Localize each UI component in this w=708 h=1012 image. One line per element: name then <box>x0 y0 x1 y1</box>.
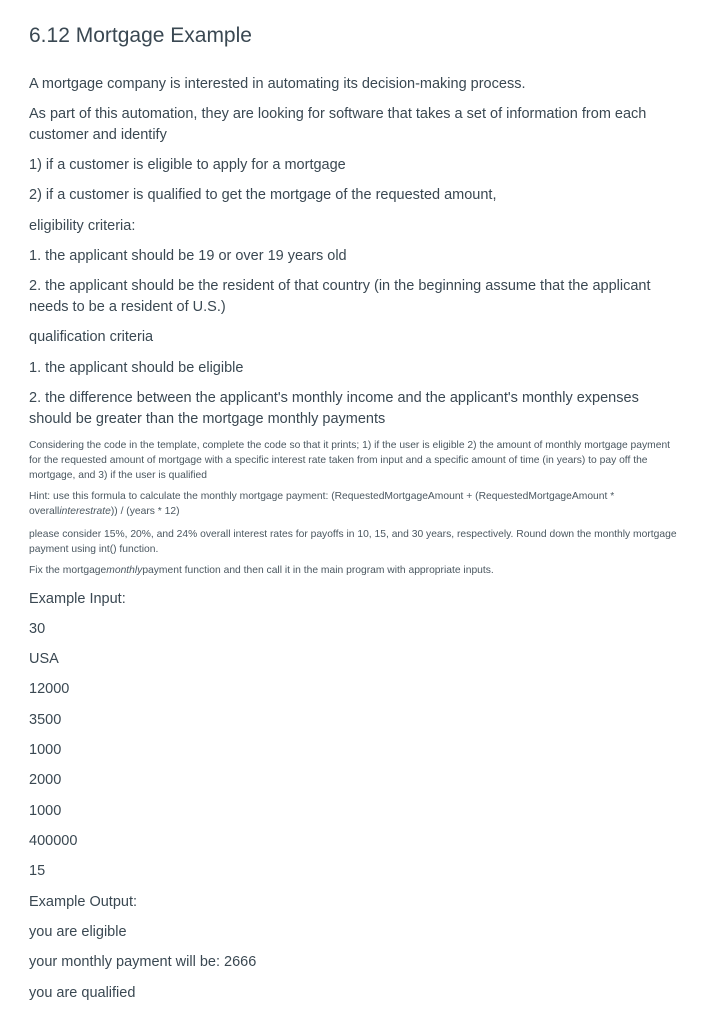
intro-paragraph: A mortgage company is interested in automating its decision-making process. <box>29 76 526 92</box>
example-input-value: 2000 <box>29 772 62 788</box>
fix-text-end: payment function and then call it in the main program with appropriate inputs. <box>142 565 494 576</box>
example-output-label: Example Output: <box>29 894 137 910</box>
example-input-value: 12000 <box>29 681 70 697</box>
example-input-value: 30 <box>29 621 46 637</box>
example-input-label: Example Input: <box>29 591 126 607</box>
fix-paragraph <box>29 563 684 578</box>
page-title: 6.12 Mortgage Example <box>29 24 252 47</box>
example-input-value: 400000 <box>29 833 78 849</box>
qualification-criterion-eligible: 1. the applicant should be eligible <box>29 360 244 376</box>
qualification-criterion-income: 2. the difference between the applicant's monthly income and the applicant's monthly expenses should be greater than the mortgage monthly payments <box>29 390 639 427</box>
qualification-heading: qualification criteria <box>29 329 154 345</box>
eligibility-criterion-age: 1. the applicant should be 19 or over 19 years old <box>29 248 347 264</box>
example-input-value: 1000 <box>29 803 62 819</box>
eligibility-heading: eligibility criteria: <box>29 218 136 234</box>
hint-paragraph <box>29 489 684 519</box>
example-input-value: 3500 <box>29 712 62 728</box>
fix-text-italic: monthly <box>106 565 143 576</box>
fix-text-start: Fix the mortgage <box>29 565 107 576</box>
example-input-value: 1000 <box>29 742 62 758</box>
goal-qualified: 2) if a customer is qualified to get the mortgage of the requested amount, <box>29 187 497 203</box>
considering-paragraph: Considering the code in the template, complete the code so that it prints; 1) if the user is eligible 2) the amount of monthly mortgage payment for the requested amount of mortgage with a specific interest rate taken from input and a specific amount of time (in years) to pay off the mortgage, and 3) if the user is qualified <box>29 440 671 481</box>
goal-eligible: 1) if a customer is eligible to apply for a mortgage <box>29 157 346 173</box>
hint-text-end: )) / (years * 12) <box>110 506 180 517</box>
eligibility-criterion-residency: 2. the applicant should be the resident of that country (in the beginning assume that the applicant needs to be a resident of U.S.) <box>29 278 651 315</box>
example-input-value: 15 <box>29 863 46 879</box>
hint-text-italic: interestrate <box>59 506 111 517</box>
example-output-line: your monthly payment will be: 2666 <box>29 954 257 970</box>
example-output-line: you are qualified <box>29 985 136 1001</box>
hint-text-start: Hint: use this formula to calculate the monthly mortgage payment: (RequestedMortgageAmount + (RequestedMortgageAmount * overall <box>29 491 615 517</box>
example-input-value: USA <box>29 651 59 667</box>
example-output-line: you are eligible <box>29 924 127 940</box>
rates-paragraph: please consider 15%, 20%, and 24% overall interest rates for payoffs in 10, 15, and 30 years, respectively. Round down the monthly mortgage payment using int() function. <box>29 529 677 555</box>
automation-paragraph: As part of this automation, they are looking for software that takes a set of information from each customer and identify <box>29 106 647 143</box>
